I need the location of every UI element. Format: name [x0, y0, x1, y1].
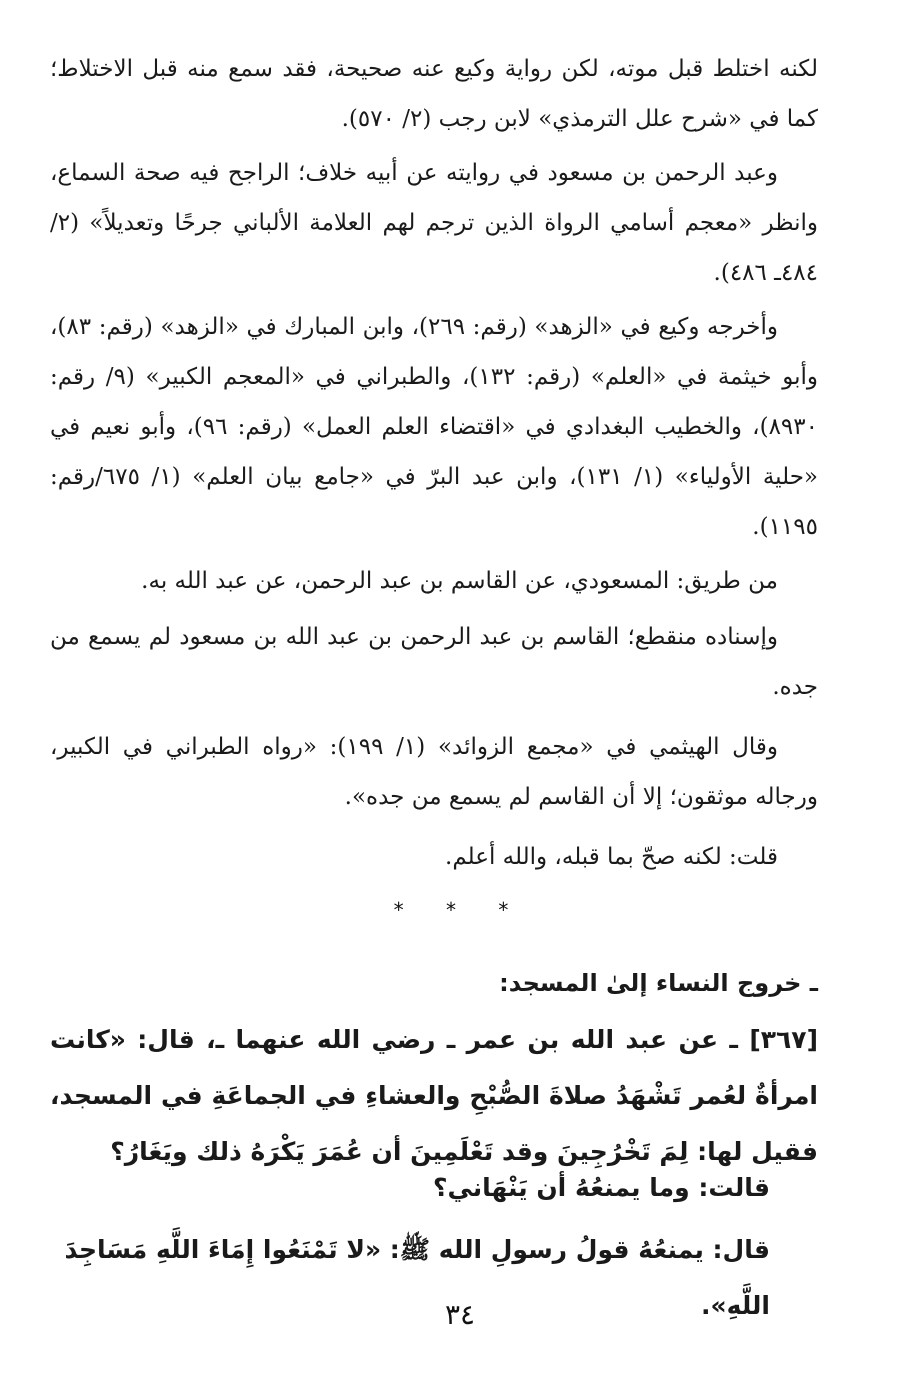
- paragraph-ikhtilat: لكنه اختلط قبل موته، لكن رواية وكيع عنه صحيحة، فقد سمع منه قبل الاختلاط؛ كما في «شرح علل الترمذي» لابن رجب (٢/ ٥٧٠).: [50, 56, 818, 132]
- paragraph-abd-al-rahman: وعبد الرحمن بن مسعود في روايته عن أبيه خلاف؛ الراجح فيه صحة السماع، وانظر «معجم أسامي الرواة الذين ترجم لهم العلامة الألباني جرحًا وتعديلاً» (٢/ ٤٨٤ـ ٤٨٦).: [50, 160, 818, 286]
- section-separator: * * *: [393, 898, 527, 922]
- paragraph-haythami: وقال الهيثمي في «مجمع الزوائد» (١/ ١٩٩): «رواه الطبراني في الكبير، ورجاله موثقون؛ إلا أن القاسم لم يسمع من جده».: [50, 734, 818, 810]
- paragraph-isnad: وإسناده منقطع؛ القاسم بن عبد الرحمن بن عبد الله بن مسعود لم يسمع من جده.: [50, 624, 818, 700]
- hadith-prophet-saying: قال: يمنعُهُ قولُ رسولِ الله ﷺ: «لا تَمْنَعُوا إِمَاءَ اللَّهِ مَسَاجِدَ اللَّهِ».: [64, 1235, 770, 1320]
- page-number: ٣٤: [444, 1298, 476, 1331]
- paragraph-takhrij: وأخرجه وكيع في «الزهد» (رقم: ٢٦٩)، وابن المبارك في «الزهد» (رقم: ٨٣)، وأبو خيثمة في «العلم» (رقم: ١٣٢)، والطبراني في «المعجم الكبير» (٩/ رقم: ٨٩٣٠)، والخطيب البغدادي في «اقتضاء العلم العمل» (رقم: ٩٦)، وأبو نعيم في «حلية الأولياء» (١/ ١٣١)، وابن عبد البرّ في «جامع بيان العلم» (١/ ٦٧٥/رقم: ١١٩٥).: [50, 314, 819, 540]
- paragraph-qultu: قلت: لكنه صحّ بما قبله، والله أعلم.: [445, 844, 778, 870]
- section-heading: ـ خروج النساء إلىٰ المسجد:: [499, 969, 818, 997]
- hadith-reply: قالت: وما يمنعُهُ أن يَنْهَاني؟: [432, 1173, 770, 1202]
- paragraph-tariq: من طريق: المسعودي، عن القاسم بن عبد الرحمن، عن عبد الله به.: [141, 568, 778, 594]
- hadith-text: [٣٦٧] ـ عن عبد الله بن عمر ـ رضي الله عنهما ـ، قال: «كانت امرأةٌ لعُمر تَشْهَدُ صلاةَ الصُّبْحِ والعشاءِ في الجماعَةِ في المسجد، فقيل لها: لِمَ تَخْرُجِينَ وقد تَعْلَمِينَ أن عُمَرَ يَكْرَهُ ذلك ويَغَارُ؟: [50, 1025, 818, 1166]
